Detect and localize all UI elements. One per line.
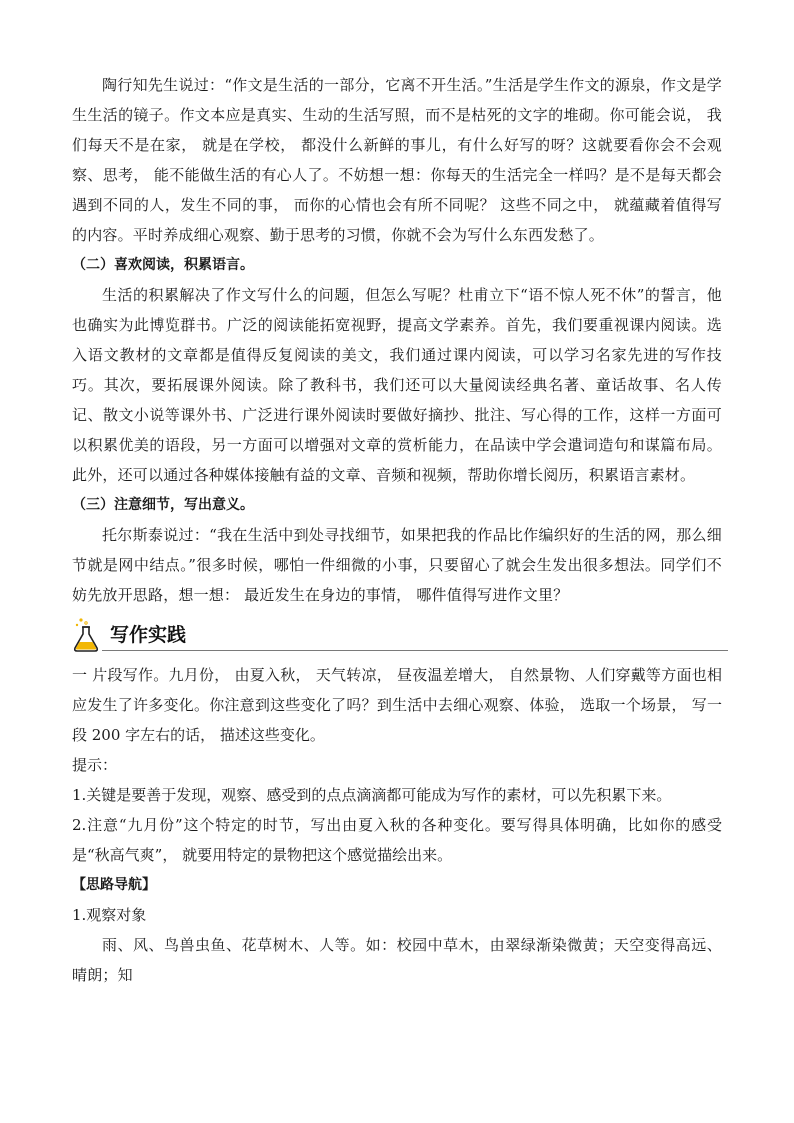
paragraph-reading: 生活的积累解决了作文写什么的问题，但怎么写呢？杜甫立下“语不惊人死不休”的誓言，他也确实为此博览群书。广泛的阅读能拓宽视野，提高文学素养。首先，我们要重视课内阅读。选入语文教材的文章都是值得反复阅读的美文，我们通过课内阅读，可以学习名家先进的写作技巧。其次，要拓展课外阅读。除了教科书，我们还可以大量阅读经典名著、童话故事、名人传记、散文小说等课外书、广泛进行课外阅读时要做好摘抄、批注、写心得的工作，这样一方面可以积累优美的语段，另一方面可以增强对文章的赏析能力，在品读中学会遣词造句和谋篇布局。此外，还可以通过各种媒体接触有益的文章、音频和视频，帮助你增长阅历，积累语言素材。 bbox=[72, 286, 722, 484]
section-divider bbox=[102, 650, 728, 651]
heading-details: （三）注意细节，写出意义。 bbox=[72, 497, 254, 513]
hint-item-1: 1.关键是要善于发现，观察、感受到的点点滴滴都可能成为写作的素材，可以先积累下来。 bbox=[72, 786, 672, 804]
paragraph-life-source: 陶行知先生说过：“作文是生活的一部分，它离不开生活。”生活是学生作文的源泉，作文是学生生活的镜子。作文本应是真实、生动的生活写照，而不是枯死的文字的堆砌。你可能会说， 我们每天不是在家， 就是在学校， 都没什么新鲜的事儿，有什么好写的呀？这就要看你会不会观察、思考， 能不能做生活的有心人了。不妨想一想：你每天的生活完全一样吗？是不是每天都会遇到不同的人，发生不同的事， 而你的心情也会有所不同呢？ 这些不同之中， 就蕴藏着值得写的内容。平时养成细心观察、勤于思考的习惯，你就不会为写什么东西发愁了。 bbox=[72, 76, 722, 244]
guide-item-1-text: 雨、风、鸟兽虫鱼、花草树木、人等。如：校园中草木，由翠绿渐染微黄；天空变得高远、晴朗；知 bbox=[72, 936, 722, 984]
flask-icon bbox=[72, 616, 106, 654]
paragraph-details: 托尔斯泰说过：“我在生活中到处寻找细节，如果把我的作品比作编织好的生活的网，那么细节就是网中结点。”很多时候，哪怕一件细微的小事，只要留心了就会生发出很多想法。同学们不妨先放开思路，想一想： 最近发生在身边的事情， 哪件值得写进作文里？ bbox=[72, 526, 722, 604]
hint-item-2: 2.注意“九月份”这个特定的时节，写出由夏入秋的各种变化。要写得具体明确，比如你的感受是“秋高气爽”， 就要用特定的景物把这个感觉描绘出来。 bbox=[72, 816, 722, 864]
section-title: 写作实践 bbox=[110, 624, 187, 646]
heading-reading: （二）喜欢阅读，积累语言。 bbox=[72, 257, 254, 273]
practice-task: 一 片段写作。九月份， 由夏入秋， 天气转凉， 昼夜温差增大， 自然景物、人们穿戴等方面也相应发生了许多变化。你注意到这些变化了吗？到生活中去细心观察、体验， 选取一个场景， 写一段 200 字左右的话， 描述这些变化。 bbox=[72, 666, 722, 744]
guide-item-1-title: 1.观察对象 bbox=[72, 906, 147, 924]
guide-label: 【思路导航】 bbox=[72, 877, 156, 893]
document-content bbox=[72, 70, 722, 990]
hint-label: 提示： bbox=[72, 756, 118, 774]
section-header-writing-practice bbox=[72, 616, 722, 658]
